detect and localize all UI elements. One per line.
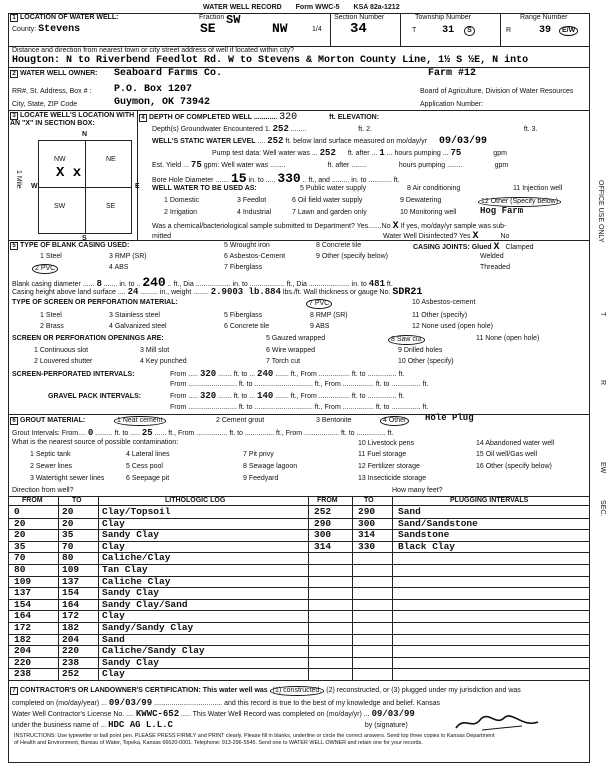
groundwater-row: Depth(s) Groundwater Encountered 1. 252 ........ ft. 2. ft. 3.: [152, 124, 538, 134]
log-row-line: [8, 587, 590, 588]
height-row: Casing height above land surface .... 24 ......... in., weight ........ 2.9003 lb.884 lbs./ft. Wall thickness or gauge No. SDR21: [12, 287, 423, 298]
log-cell: Caliche/Clay: [102, 552, 171, 564]
casing-7: 7 Fiberglass: [224, 264, 263, 271]
diameter-row: Blank casing diameter ...... 8 ....... in. to .. 240 .. ft., Dia .................. in. to .................. ft., Dia ..................... in. to 481 ft.: [12, 275, 393, 290]
use-2: 2 Irrigation: [164, 209, 198, 216]
contam-14: 14 Abandoned water well: [476, 440, 555, 447]
screen-3: 3 Stainless steel: [109, 312, 160, 319]
use-7: 7 Lawn and garden only: [292, 209, 367, 216]
gravel-row: From ..... 320 ....... ft. to ... 140 ....... ft., From ................ ft. to ............... ft.: [170, 391, 405, 401]
s6-label: 6 GROUT MATERIAL:: [10, 417, 85, 425]
contam-1: 1 Septic tank: [30, 451, 71, 458]
use-11: 11 Injection well: [513, 185, 563, 192]
contam-3: 3 Watertight sewer lines: [30, 475, 105, 482]
log-cell: 204: [14, 645, 32, 657]
contam-2: 2 Sewer lines: [30, 463, 73, 470]
screen-label: TYPE OF SCREEN OR PERFORATION MATERIAL:: [12, 299, 178, 306]
log-cell: 182: [62, 622, 80, 633]
section-label: Section Number: [334, 14, 385, 21]
owner-name: Seaboard Farms Co.: [114, 68, 223, 79]
form-title: WATER WELL RECORD Form WWC-5 KSA 82a-1212: [203, 4, 400, 11]
use-6: 6 Oil field water supply: [292, 197, 363, 204]
log-cell: Sand: [102, 633, 125, 645]
plug-cell: 330: [358, 540, 376, 552]
grout-intervals: Grout Intervals: From.... 0 ......... ft. to ..... 25 ...... ft., From ................ ft. to ............... ft., From .................. ft. to ............... ft.: [12, 428, 394, 438]
plug-cell: 300: [314, 529, 332, 541]
plug-cell: 252: [314, 506, 332, 517]
gravel-row-2: From ......................... ft. to .............................. ft., From ................ ft. to ............... ft.: [170, 404, 429, 411]
use-10: 10 Monitoring well: [400, 209, 457, 216]
grout-1: 1 Neat cement: [114, 416, 166, 426]
log-row-line: [8, 564, 590, 565]
mile-label: 1 Mile: [14, 170, 22, 189]
instructions-1: INSTRUCTIONS: Use typewriter or ball point pen. PLEASE PRESS FIRMLY and PRINT clearly. Please fill in blanks, underline or circle the correct answers. Send top three copies to Kansas Department: [14, 733, 495, 739]
log-cell: 70: [62, 540, 74, 552]
use-1: 1 Domestic: [164, 197, 200, 204]
compass-n: N: [82, 131, 88, 138]
quad-nw: NW: [54, 156, 66, 163]
log-cell: 70: [14, 552, 26, 564]
log-cell: Sandy/Sandy Clay: [102, 622, 194, 633]
log-cell: 20: [62, 517, 74, 529]
direction-text: Hougton: N to Riverbend Feedlot Rd. W to Stevens & Morton County Line, 1½ S ½E, N into: [12, 55, 529, 66]
screen-4: 4 Galvanized steel: [109, 323, 167, 330]
plug-cell: 300: [358, 517, 376, 529]
frac-sw: SW: [226, 13, 241, 27]
plug-cell: Black Clay: [398, 540, 456, 552]
business-row: under the business name of ... HDC AG L.L.C by (signature): [12, 720, 408, 730]
frac-se: SE: [200, 21, 216, 36]
frac-nw: NW: [272, 21, 288, 36]
screen-8: 8 RMP (SR): [310, 312, 348, 319]
casing-4: 4 ABS: [109, 264, 129, 271]
log-cell: 20: [14, 529, 26, 541]
perf-label: SCREEN-PERFORATED INTERVALS:: [12, 371, 135, 378]
joints-row: CASING JOINTS: Glued X Clamped: [413, 242, 534, 253]
log-row-line: [8, 610, 590, 611]
log-cell: 252: [62, 668, 80, 680]
log-cell: Clay: [102, 610, 125, 622]
completed-row: completed on (mo/day/year) ... 09/03/99 ................................... and this record is true to the best of my knowledge and belief. Kansas: [12, 698, 441, 708]
log-cell: Caliche Clay: [102, 575, 171, 587]
application-label: Application Number:: [420, 101, 484, 108]
quad-sw: SW: [54, 203, 66, 210]
log-header-plugging: PLUGGING INTERVALS: [450, 497, 529, 504]
plug-cell: Sandstone: [398, 529, 450, 541]
log-cell: Clay: [102, 517, 125, 529]
use-3: 3 Feedlot: [237, 197, 267, 204]
address-label: RR#, St. Address, Box # :: [12, 88, 92, 95]
casing-9: 9 Other (specify below): [316, 253, 388, 260]
office-sec: SEC.: [598, 500, 606, 517]
plug-cell: 290: [358, 506, 376, 517]
log-cell: 172: [62, 610, 80, 622]
log-cell: Sandy Clay: [102, 587, 160, 599]
chem-row: Was a chemical/bacteriological sample submitted to Department? Yes.......No X If yes, mo/day/yr sample was sub-: [152, 221, 507, 232]
log-cell: 80: [62, 552, 74, 564]
log-cell: Caliche/Sandy Clay: [102, 645, 205, 657]
log-row-line: [8, 668, 590, 669]
log-header-lithology: LITHOLOGIC LOG: [165, 497, 226, 504]
use-label: WELL WATER TO BE USED AS:: [152, 185, 257, 192]
gravel-label: GRAVEL PACK INTERVALS:: [48, 393, 142, 400]
log-cell: 220: [62, 645, 80, 657]
s2-label: 2 WATER WELL OWNER:: [10, 70, 98, 78]
log-row-line: [8, 529, 590, 530]
log-row-line: [8, 622, 590, 623]
compass-s: S: [82, 235, 87, 242]
log-cell: 238: [14, 668, 32, 680]
range: R 39 E/W: [506, 25, 578, 36]
farm-number: Farm #12: [428, 68, 477, 79]
plug-cell: Sand/Sandstone: [398, 517, 478, 529]
owner-city: Guymon, OK 73942: [114, 97, 211, 108]
contam-4: 4 Lateral lines: [126, 451, 170, 458]
log-row-line: [8, 634, 590, 635]
log-header-from-2: FROM: [317, 497, 338, 504]
log-cell: Sandy Clay/Sand: [102, 598, 188, 610]
grout-4: 4 Other: [380, 416, 409, 426]
screen-5: 5 Fiberglass: [224, 312, 263, 319]
log-cell: 164: [14, 610, 32, 622]
board-label: Board of Agriculture, Division of Water Resources: [420, 88, 574, 95]
township-label: Township Number: [415, 14, 472, 21]
contam-16: 16 Other (specify below): [476, 463, 552, 470]
direction-from-well: Direction from well?: [12, 487, 74, 494]
casing-6: 6 Asbestos-Cement: [224, 253, 286, 260]
office-ew: EW: [598, 462, 606, 474]
log-cell: 109: [14, 575, 32, 587]
quad-ne: NE: [106, 156, 116, 163]
contam-13: 13 Insecticide storage: [358, 475, 427, 482]
log-header-to-2: TO: [364, 497, 374, 504]
fraction-label: Fraction: [199, 14, 225, 21]
screen-11: 11 Other (specify): [412, 312, 468, 319]
log-cell: 109: [62, 564, 80, 575]
use-9: 9 Dewatering: [400, 197, 442, 204]
casing-5: 5 Wrought iron: [224, 242, 270, 249]
screen-1: 1 Steel: [40, 312, 62, 319]
license-row: Water Well Contractor's License No. .... KWWC-652 ..... This Water Well Record was completed on (mo/day/yr) ... 09/03/99: [12, 709, 415, 719]
casing-2: 2 PVC: [32, 264, 58, 274]
compass-e: E: [135, 183, 140, 190]
log-cell: Clay: [102, 540, 125, 552]
log-cell: 164: [62, 598, 80, 610]
static-row: WELL'S STATIC WATER LEVEL .... 252 ft. below land surface measured on mo/day/yr 09/03/99: [152, 136, 487, 147]
grout-other-text: Hole Plug: [425, 413, 474, 423]
use-other-text: Hog Farm: [480, 206, 524, 216]
joints-welded: Welded: [480, 253, 504, 260]
casing-8: 8 Concrete tile: [316, 242, 362, 249]
instructions-2: of Health and Environment, Bureau of Water, Topeka, Kansas 66620-0001. Telephone: 913-296-5545. Send one to WATER WELL OWNER and retain one for your records.: [14, 740, 423, 746]
plug-cell: 290: [314, 517, 332, 529]
log-cell: Clay: [102, 668, 125, 680]
log-cell: 204: [62, 633, 80, 645]
log-header-to: TO: [72, 497, 82, 504]
opening-2: 2 Louvered shutter: [34, 358, 93, 365]
city-label: City, State, ZIP Code: [12, 101, 78, 108]
opening-4: 4 Key punched: [140, 358, 187, 365]
direction-label: Distance and direction from nearest town or city street address of well if located within city?: [12, 47, 295, 54]
log-cell: 80: [14, 564, 26, 575]
use-8: 8 Air conditioning: [407, 185, 461, 192]
s3-label: 3 LOCATE WELL'S LOCATION WITH AN "X" IN SECTION BOX:: [10, 112, 135, 127]
office-use-only: OFFICE USE ONLY: [596, 180, 604, 243]
opening-8: 8 Saw cut: [388, 335, 425, 345]
log-row-line: [8, 518, 590, 519]
screen-9: 9 ABS: [310, 323, 330, 330]
cert-row: 7 CONTRACTOR'S OR LANDOWNER'S CERTIFICATION: This water well was (1) constructed, (2) reconstructed, or (3) plugged under my jurisdiction and was: [10, 686, 521, 696]
log-cell: 220: [14, 656, 32, 668]
opening-6: 6 Wire wrapped: [266, 347, 316, 354]
log-row-line: [8, 657, 590, 658]
log-cell: 137: [14, 587, 32, 599]
log-row-line: [8, 645, 590, 646]
yield-row: Est. Yield ... 75 gpm: Well water was ........ ft. after ........ hours pumping ........ gpm: [152, 160, 509, 170]
s1-label: 1 LOCATION OF WATER WELL:: [10, 14, 119, 22]
opening-10: 10 Other (specify): [398, 358, 454, 365]
contam-label: What is the nearest source of possible contamination:: [12, 439, 179, 446]
county: County: Stevens: [12, 24, 81, 35]
casing-1: 1 Steel: [40, 253, 62, 260]
casing-3: 3 RMP (SR): [109, 253, 147, 260]
log-cell: 172: [14, 622, 32, 633]
log-cell: 154: [14, 598, 32, 610]
log-cell: 137: [62, 575, 80, 587]
disinfect-row: mitted Water Well Disinfected? Yes X No: [152, 231, 510, 242]
range-label: Range Number: [520, 14, 568, 21]
contam-12: 12 Fertilizer storage: [358, 463, 420, 470]
log-cell: 35: [62, 529, 74, 541]
log-header-from: FROM: [22, 497, 43, 504]
openings-label: SCREEN OR PERFORATION OPENINGS ARE:: [12, 335, 164, 342]
log-cell: 20: [14, 517, 26, 529]
signature-image: [452, 712, 542, 734]
quad-se: SE: [106, 203, 116, 210]
bore-row: Bore Hole Diameter ....... 15 in. to ..... 330 .. ft., and ......... in. to ............ ft.: [152, 171, 400, 186]
contam-9: 9 Feedyard: [243, 475, 279, 482]
use-5: 5 Public water supply: [300, 185, 367, 192]
plug-cell: 314: [358, 529, 376, 541]
contam-10: 10 Livestock pens: [358, 440, 415, 447]
screen-10: 10 Asbestos-cement: [412, 299, 476, 306]
perf-row: From ..... 320 ....... ft. to ... 240 ....... ft., From ................ ft. to ............... ft.: [170, 369, 405, 379]
how-many-feet: How many feet?: [392, 487, 443, 494]
log-row-line: [8, 599, 590, 600]
contam-5: 5 Cess pool: [126, 463, 163, 470]
section-number: 34: [350, 21, 367, 37]
opening-1: 1 Continuous slot: [34, 347, 89, 354]
perf-row-2: From ......................... ft. to .............................. ft., From ................ ft. to ............... ft.: [170, 381, 429, 388]
contam-7: 7 Pit privy: [243, 451, 274, 458]
contam-8: 8 Sewage lagoon: [243, 463, 298, 470]
plug-cell: 314: [314, 540, 332, 552]
use-4: 4 Industrial: [237, 209, 272, 216]
log-cell: 154: [62, 587, 80, 599]
opening-5: 5 Gauzed wrapped: [266, 335, 326, 342]
joints-threaded: Threaded: [480, 264, 510, 271]
log-cell: 238: [62, 656, 80, 668]
opening-11: 11 None (open hole): [476, 335, 540, 342]
opening-7: 7 Torch cut: [266, 358, 301, 365]
office-r: R: [598, 380, 606, 386]
log-cell: 0: [14, 506, 20, 517]
screen-7: 7 PVC: [306, 299, 332, 309]
opening-3: 3 Mill slot: [140, 347, 170, 354]
log-cell: Sandy Clay: [102, 656, 160, 668]
s5-label: 5 TYPE OF BLANK CASING USED:: [10, 242, 129, 250]
contam-6: 6 Seepage pit: [126, 475, 170, 482]
location-x-mark: X x: [56, 165, 82, 181]
screen-12: 12 None used (open hole): [412, 323, 493, 330]
use-12: 12 Other (Specify below): [478, 197, 561, 207]
depth-row: 4 DEPTH OF COMPLETED WELL ............ 320 ft. ELEVATION:: [139, 112, 379, 123]
log-cell: Tan Clay: [102, 564, 148, 575]
log-row-line: [8, 576, 590, 577]
contam-11: 11 Fuel storage: [358, 451, 407, 458]
frac-quarter: 1/4: [312, 26, 322, 33]
log-cell: Clay/Topsoil: [102, 506, 171, 517]
log-row-line: [8, 541, 590, 542]
compass-w: W: [31, 183, 38, 190]
grout-3: 3 Bentonite: [316, 417, 352, 424]
log-row-line: [8, 552, 590, 553]
owner-address: P.O. Box 1207: [114, 84, 193, 95]
pump-row: Pump test data: Well water was ... 252 ft. after ... 1 ... hours pumping ... 75 gpm: [212, 148, 507, 158]
log-cell: 35: [14, 540, 26, 552]
log-cell: Sandy Clay: [102, 529, 160, 541]
township: T 31 S: [412, 25, 475, 36]
grout-2: 2 Cement grout: [216, 417, 265, 424]
contam-15: 15 Oil well/Gas well: [476, 451, 538, 458]
screen-6: 6 Concrete tile: [224, 323, 270, 330]
opening-9: 9 Drilled holes: [398, 347, 443, 354]
log-cell: 20: [62, 506, 74, 517]
log-cell: 182: [14, 633, 32, 645]
plug-cell: Sand: [398, 506, 421, 517]
screen-2: 2 Brass: [40, 323, 64, 330]
office-t: T: [598, 312, 606, 317]
